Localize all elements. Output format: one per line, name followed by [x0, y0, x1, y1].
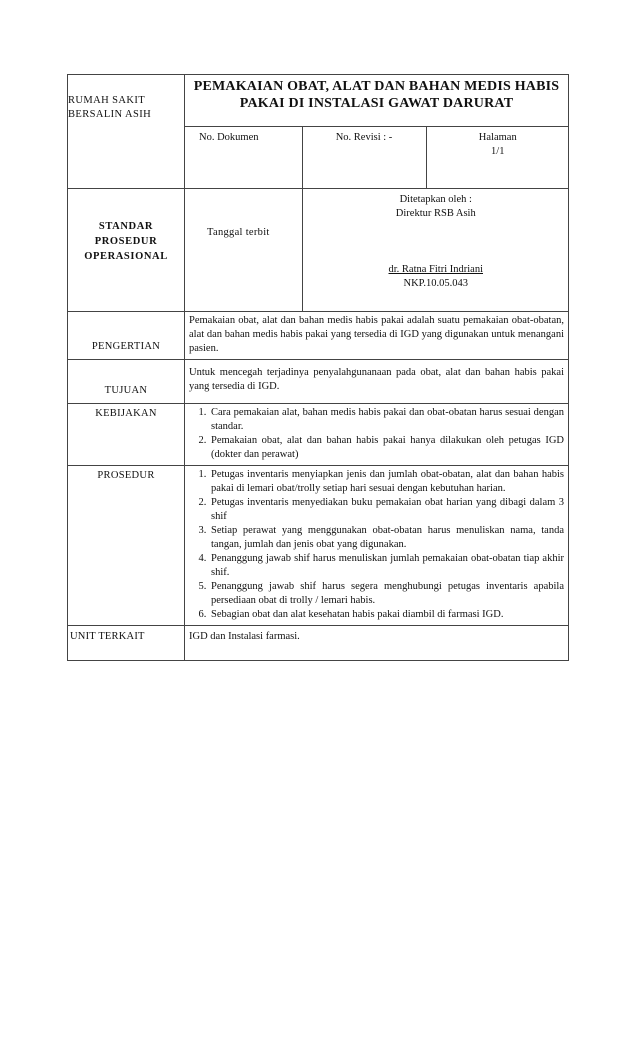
tujuan-row	[68, 360, 569, 404]
ditetapkan-label: Ditetapkan oleh :	[399, 194, 472, 205]
header-row	[68, 75, 569, 189]
kebijakan-item: 2. Pemakaian obat, alat dan bahan habis pakai hanya dilakukan oleh petugas IGD (dokter dan perawat)	[209, 434, 564, 462]
title-cell	[185, 75, 569, 189]
document-meta-table	[185, 126, 569, 188]
hospital-name-line1: RUMAH SAKIT	[68, 95, 146, 106]
kebijakan-content	[185, 404, 569, 466]
sop-label-line1: STANDAR	[98, 221, 154, 232]
tujuan-text: Untuk mencegah terjadinya penyalahgunanaan pada obat, alat dan bahan habis pakai yang tersedia di IGD.	[185, 360, 569, 404]
kebijakan-item: 1. Cara pemakaian alat, bahan medis habis pakai dan obat-obatan harus sesuai dengan standar.	[209, 406, 564, 434]
pengertian-label: PENGERTIAN	[68, 312, 185, 360]
pengertian-row	[68, 312, 569, 360]
halaman-value: 1/1	[491, 146, 505, 157]
kebijakan-label: KEBIJAKAN	[68, 404, 185, 466]
prosedur-item: 5. Penanggung jawab shif harus segera menghubungi petugas inventaris apabila persediaan obat di trolly / lemari habis.	[209, 580, 564, 608]
prosedur-list	[189, 468, 564, 622]
unit-terkait-text: IGD dan Instalasi farmasi.	[185, 626, 569, 661]
direktur-label: Direktur RSB Asih	[395, 208, 476, 219]
sop-document-table	[67, 74, 569, 661]
prosedur-content	[185, 466, 569, 626]
sop-label-line2: PROSEDUR	[94, 236, 158, 247]
signer-name: dr. Ratna Fitri Indriani	[388, 264, 483, 275]
prosedur-label: PROSEDUR	[68, 466, 185, 626]
prosedur-item: 1. Petugas inventaris menyiapkan jenis dan jumlah obat-obatan, alat dan bahan habis pakai di lemari obat/trolly setiap hari sesuai dengan kebutuhan harian.	[209, 468, 564, 496]
sop-detail-cell	[185, 189, 569, 312]
prosedur-row	[68, 466, 569, 626]
unit-terkait-label: UNIT TERKAIT	[68, 626, 185, 661]
prosedur-item: 2. Petugas inventaris menyediakan buku pemakaian obat harian yang dibagi dalam 3 shif	[209, 496, 564, 524]
sop-label-line3: OPERASIONAL	[84, 251, 168, 262]
prosedur-item: 4. Penanggung jawab shif harus menuliskan jumlah pemakaian obat-obatan tiap akhir shif.	[209, 552, 564, 580]
hospital-name-cell	[68, 75, 185, 189]
sop-detail-table	[185, 189, 569, 311]
kebijakan-list	[189, 406, 564, 462]
no-dokumen-label: No. Dokumen	[185, 127, 302, 189]
tanggal-terbit-label: Tanggal terbit	[185, 189, 302, 311]
pengertian-text: Pemakaian obat, alat dan bahan medis habis pakai adalah suatu pemakaian obat-obatan, alat dan bahan medis habis pakai yang tersedia di IGD yang digunakan untuk menangani pasien.	[185, 312, 569, 360]
sop-label-cell	[68, 189, 185, 312]
sop-row	[68, 189, 569, 312]
signer-nkp: NKP.10.05.043	[403, 278, 468, 289]
unit-terkait-row	[68, 626, 569, 661]
prosedur-item: 6. Sebagian obat dan alat kesehatan habis pakai diambil di farmasi IGD.	[209, 608, 564, 622]
signature-block	[302, 189, 569, 311]
no-revisi-label: No. Revisi : -	[302, 127, 426, 189]
document-title: PEMAKAIAN OBAT, ALAT DAN BAHAN MEDIS HABIS PAKAI DI INSTALASI GAWAT DARURAT	[193, 79, 560, 111]
prosedur-item: 3. Setiap perawat yang menggunakan obat-obatan harus menuliskan nama, tanda tangan, jumlah dan jenis obat yang digunakan.	[209, 524, 564, 552]
halaman-cell	[426, 127, 569, 189]
halaman-label: Halaman	[478, 132, 517, 143]
hospital-name-line2: BERSALIN ASIH	[68, 109, 152, 120]
kebijakan-row	[68, 404, 569, 466]
tujuan-label: TUJUAN	[68, 360, 185, 404]
